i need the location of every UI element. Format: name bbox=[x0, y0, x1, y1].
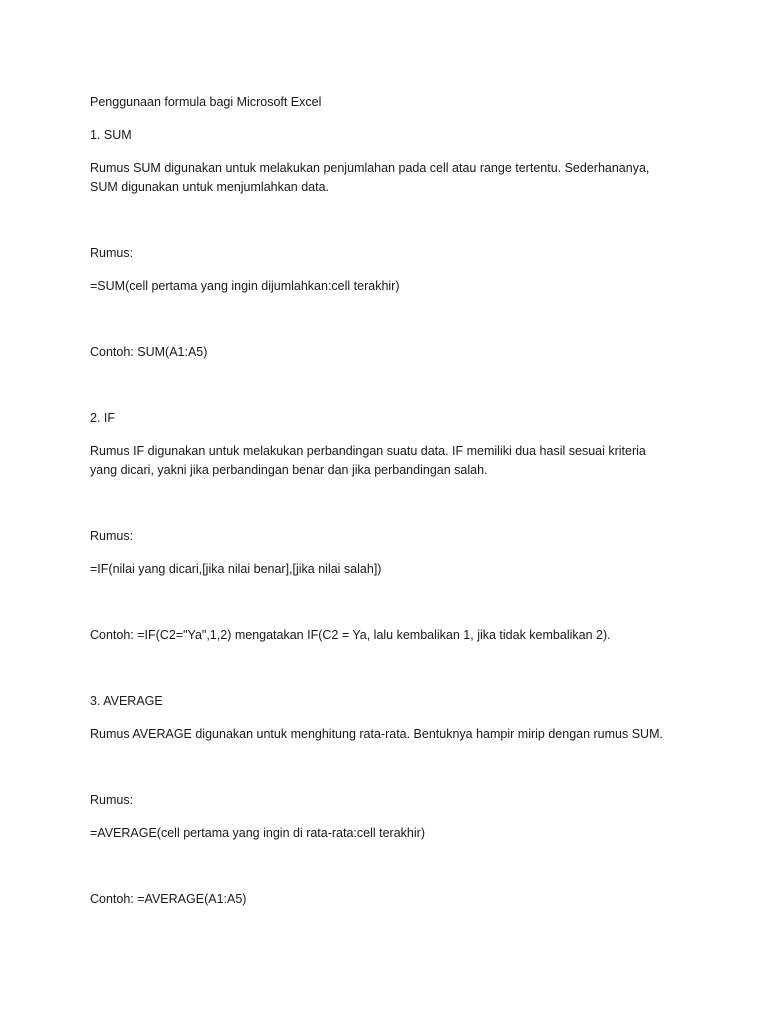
section-heading-average: 3. AVERAGE bbox=[90, 694, 163, 708]
section-description-line: Rumus SUM digunakan untuk melakukan penjumlahan pada cell atau range tertentu. Sederhananya, bbox=[90, 161, 650, 175]
section-heading-if: 2. IF bbox=[90, 411, 116, 425]
rumus-label: Rumus: bbox=[90, 246, 134, 260]
section-description-line: yang dicari, yakni jika perbandingan benar dan jika perbandingan salah. bbox=[90, 463, 488, 477]
formula-text: =AVERAGE(cell pertama yang ingin di rata-rata:cell terakhir) bbox=[90, 826, 425, 840]
formula-text: =SUM(cell pertama yang ingin dijumlahkan:cell terakhir) bbox=[90, 279, 400, 293]
section-description-line: Rumus IF digunakan untuk melakukan perbandingan suatu data. IF memiliki dua hasil sesuai kriteria bbox=[90, 444, 646, 458]
example-text: Contoh: =AVERAGE(A1:A5) bbox=[90, 892, 247, 906]
document-title: Penggunaan formula bagi Microsoft Excel bbox=[90, 95, 322, 109]
rumus-label: Rumus: bbox=[90, 529, 134, 543]
section-description-line: SUM digunakan untuk menjumlahkan data. bbox=[90, 180, 330, 194]
section-description-line: Rumus AVERAGE digunakan untuk menghitung rata-rata. Bentuknya hampir mirip dengan rumus SUM. bbox=[90, 727, 663, 741]
section-heading-sum: 1. SUM bbox=[90, 128, 132, 142]
formula-text: =IF(nilai yang dicari,[jika nilai benar],[jika nilai salah]) bbox=[90, 562, 382, 576]
rumus-label: Rumus: bbox=[90, 793, 134, 807]
example-text: Contoh: SUM(A1:A5) bbox=[90, 345, 208, 359]
example-text: Contoh: =IF(C2="Ya",1,2) mengatakan IF(C2 = Ya, lalu kembalikan 1, jika tidak kembalikan 2). bbox=[90, 628, 611, 642]
